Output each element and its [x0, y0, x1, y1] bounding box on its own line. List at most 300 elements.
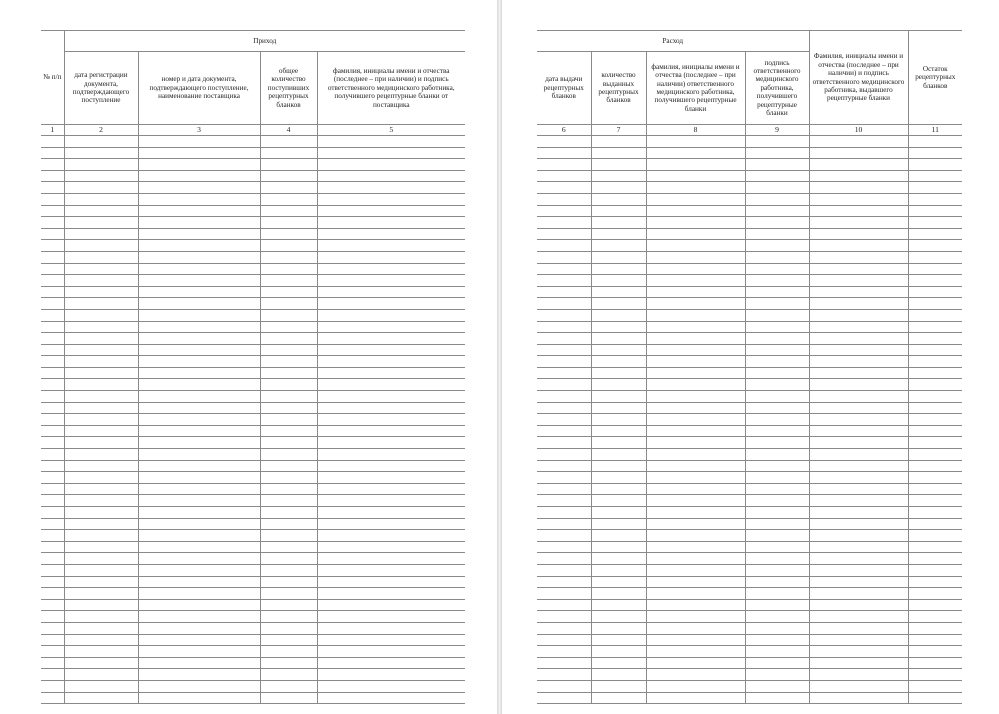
table-cell[interactable] [317, 437, 465, 449]
table-cell[interactable] [908, 205, 962, 217]
table-cell[interactable] [908, 391, 962, 403]
table-cell[interactable] [591, 449, 646, 461]
table-cell[interactable] [537, 437, 591, 449]
table-cell[interactable] [809, 692, 908, 704]
table-cell[interactable] [537, 449, 591, 461]
table-cell[interactable] [809, 182, 908, 194]
table-cell[interactable] [537, 402, 591, 414]
table-cell[interactable] [317, 599, 465, 611]
table-cell[interactable] [809, 170, 908, 182]
table-cell[interactable] [537, 251, 591, 263]
table-cell[interactable] [317, 472, 465, 484]
table-cell[interactable] [317, 379, 465, 391]
table-cell[interactable] [64, 333, 138, 345]
table-cell[interactable] [537, 483, 591, 495]
table-cell[interactable] [745, 217, 809, 229]
table-cell[interactable] [41, 228, 64, 240]
table-cell[interactable] [591, 391, 646, 403]
table-cell[interactable] [138, 321, 260, 333]
table-cell[interactable] [646, 669, 745, 681]
table-cell[interactable] [64, 391, 138, 403]
table-cell[interactable] [646, 286, 745, 298]
table-cell[interactable] [591, 622, 646, 634]
table-cell[interactable] [809, 437, 908, 449]
table-cell[interactable] [646, 518, 745, 530]
table-cell[interactable] [745, 518, 809, 530]
table-cell[interactable] [537, 541, 591, 553]
table-cell[interactable] [41, 344, 64, 356]
table-cell[interactable] [591, 564, 646, 576]
table-cell[interactable] [317, 692, 465, 704]
table-cell[interactable] [809, 449, 908, 461]
table-cell[interactable] [138, 541, 260, 553]
table-cell[interactable] [41, 333, 64, 345]
table-cell[interactable] [646, 309, 745, 321]
table-cell[interactable] [908, 228, 962, 240]
table-cell[interactable] [591, 472, 646, 484]
table-cell[interactable] [260, 379, 317, 391]
table-cell[interactable] [745, 495, 809, 507]
table-cell[interactable] [138, 588, 260, 600]
table-cell[interactable] [41, 576, 64, 588]
table-cell[interactable] [809, 530, 908, 542]
table-cell[interactable] [260, 692, 317, 704]
table-cell[interactable] [908, 530, 962, 542]
table-cell[interactable] [41, 483, 64, 495]
table-cell[interactable] [809, 622, 908, 634]
table-cell[interactable] [646, 460, 745, 472]
table-cell[interactable] [745, 356, 809, 368]
table-cell[interactable] [260, 275, 317, 287]
table-cell[interactable] [64, 298, 138, 310]
table-cell[interactable] [138, 634, 260, 646]
table-cell[interactable] [646, 275, 745, 287]
table-cell[interactable] [809, 136, 908, 148]
table-cell[interactable] [908, 286, 962, 298]
table-cell[interactable] [41, 657, 64, 669]
table-cell[interactable] [260, 298, 317, 310]
table-cell[interactable] [317, 251, 465, 263]
table-cell[interactable] [317, 217, 465, 229]
table-cell[interactable] [908, 646, 962, 658]
table-cell[interactable] [591, 680, 646, 692]
table-cell[interactable] [537, 240, 591, 252]
table-cell[interactable] [41, 541, 64, 553]
table-cell[interactable] [41, 193, 64, 205]
table-cell[interactable] [908, 495, 962, 507]
table-cell[interactable] [64, 472, 138, 484]
table-cell[interactable] [537, 576, 591, 588]
table-cell[interactable] [260, 518, 317, 530]
table-cell[interactable] [260, 622, 317, 634]
table-cell[interactable] [809, 367, 908, 379]
table-cell[interactable] [591, 275, 646, 287]
table-cell[interactable] [646, 646, 745, 658]
table-cell[interactable] [908, 298, 962, 310]
table-cell[interactable] [41, 588, 64, 600]
table-cell[interactable] [809, 263, 908, 275]
table-cell[interactable] [745, 228, 809, 240]
table-cell[interactable] [646, 193, 745, 205]
table-cell[interactable] [138, 240, 260, 252]
table-cell[interactable] [591, 228, 646, 240]
table-cell[interactable] [260, 472, 317, 484]
table-cell[interactable] [591, 321, 646, 333]
table-cell[interactable] [809, 205, 908, 217]
table-cell[interactable] [745, 321, 809, 333]
table-cell[interactable] [809, 147, 908, 159]
table-cell[interactable] [317, 263, 465, 275]
table-cell[interactable] [260, 356, 317, 368]
table-cell[interactable] [908, 367, 962, 379]
table-cell[interactable] [908, 425, 962, 437]
table-cell[interactable] [908, 576, 962, 588]
table-cell[interactable] [646, 622, 745, 634]
table-cell[interactable] [64, 367, 138, 379]
table-cell[interactable] [64, 205, 138, 217]
table-cell[interactable] [41, 159, 64, 171]
table-cell[interactable] [317, 460, 465, 472]
table-cell[interactable] [745, 576, 809, 588]
table-cell[interactable] [745, 275, 809, 287]
table-cell[interactable] [260, 449, 317, 461]
table-cell[interactable] [646, 541, 745, 553]
table-cell[interactable] [537, 530, 591, 542]
table-cell[interactable] [41, 367, 64, 379]
table-cell[interactable] [908, 588, 962, 600]
table-cell[interactable] [41, 669, 64, 681]
table-cell[interactable] [809, 414, 908, 426]
table-cell[interactable] [745, 193, 809, 205]
table-cell[interactable] [64, 228, 138, 240]
table-cell[interactable] [41, 622, 64, 634]
table-cell[interactable] [260, 425, 317, 437]
table-cell[interactable] [138, 344, 260, 356]
table-cell[interactable] [908, 518, 962, 530]
table-cell[interactable] [537, 263, 591, 275]
table-cell[interactable] [138, 437, 260, 449]
table-cell[interactable] [64, 518, 138, 530]
table-cell[interactable] [537, 425, 591, 437]
table-cell[interactable] [260, 634, 317, 646]
table-cell[interactable] [745, 240, 809, 252]
table-cell[interactable] [908, 356, 962, 368]
table-cell[interactable] [908, 263, 962, 275]
table-cell[interactable] [64, 309, 138, 321]
table-cell[interactable] [809, 588, 908, 600]
table-cell[interactable] [908, 217, 962, 229]
table-cell[interactable] [646, 344, 745, 356]
table-cell[interactable] [41, 437, 64, 449]
table-cell[interactable] [591, 356, 646, 368]
table-cell[interactable] [64, 356, 138, 368]
table-cell[interactable] [809, 251, 908, 263]
table-cell[interactable] [537, 309, 591, 321]
table-cell[interactable] [591, 541, 646, 553]
table-cell[interactable] [317, 553, 465, 565]
table-cell[interactable] [260, 437, 317, 449]
table-cell[interactable] [260, 588, 317, 600]
table-cell[interactable] [591, 657, 646, 669]
table-cell[interactable] [809, 599, 908, 611]
table-cell[interactable] [537, 228, 591, 240]
table-cell[interactable] [41, 379, 64, 391]
table-cell[interactable] [908, 611, 962, 623]
table-cell[interactable] [138, 564, 260, 576]
table-cell[interactable] [138, 402, 260, 414]
table-cell[interactable] [908, 483, 962, 495]
table-cell[interactable] [745, 298, 809, 310]
table-cell[interactable] [591, 159, 646, 171]
table-cell[interactable] [537, 275, 591, 287]
table-cell[interactable] [317, 669, 465, 681]
table-cell[interactable] [64, 414, 138, 426]
table-cell[interactable] [41, 391, 64, 403]
table-cell[interactable] [317, 414, 465, 426]
table-cell[interactable] [809, 402, 908, 414]
table-cell[interactable] [908, 507, 962, 519]
table-cell[interactable] [64, 657, 138, 669]
table-cell[interactable] [317, 286, 465, 298]
table-cell[interactable] [908, 136, 962, 148]
table-cell[interactable] [908, 657, 962, 669]
table-cell[interactable] [537, 460, 591, 472]
table-cell[interactable] [260, 576, 317, 588]
table-cell[interactable] [809, 541, 908, 553]
table-cell[interactable] [908, 251, 962, 263]
table-cell[interactable] [537, 692, 591, 704]
table-cell[interactable] [537, 367, 591, 379]
table-cell[interactable] [537, 193, 591, 205]
table-cell[interactable] [64, 425, 138, 437]
table-cell[interactable] [317, 541, 465, 553]
table-cell[interactable] [64, 553, 138, 565]
table-cell[interactable] [41, 298, 64, 310]
table-cell[interactable] [908, 321, 962, 333]
table-cell[interactable] [591, 147, 646, 159]
table-cell[interactable] [809, 379, 908, 391]
table-cell[interactable] [537, 611, 591, 623]
table-cell[interactable] [41, 263, 64, 275]
table-cell[interactable] [41, 692, 64, 704]
table-cell[interactable] [317, 507, 465, 519]
table-cell[interactable] [260, 170, 317, 182]
table-cell[interactable] [908, 344, 962, 356]
table-cell[interactable] [646, 599, 745, 611]
table-cell[interactable] [646, 251, 745, 263]
table-cell[interactable] [745, 379, 809, 391]
table-cell[interactable] [537, 495, 591, 507]
table-cell[interactable] [591, 309, 646, 321]
table-cell[interactable] [260, 136, 317, 148]
table-cell[interactable] [537, 646, 591, 658]
table-cell[interactable] [745, 391, 809, 403]
table-cell[interactable] [260, 495, 317, 507]
table-cell[interactable] [64, 286, 138, 298]
table-cell[interactable] [591, 251, 646, 263]
table-cell[interactable] [809, 391, 908, 403]
table-cell[interactable] [591, 367, 646, 379]
table-cell[interactable] [64, 460, 138, 472]
table-cell[interactable] [64, 588, 138, 600]
table-cell[interactable] [317, 646, 465, 658]
table-cell[interactable] [745, 437, 809, 449]
table-cell[interactable] [537, 564, 591, 576]
table-cell[interactable] [745, 692, 809, 704]
table-cell[interactable] [646, 182, 745, 194]
table-cell[interactable] [908, 402, 962, 414]
table-cell[interactable] [591, 460, 646, 472]
table-cell[interactable] [591, 344, 646, 356]
table-cell[interactable] [809, 680, 908, 692]
table-cell[interactable] [537, 159, 591, 171]
table-cell[interactable] [537, 333, 591, 345]
table-cell[interactable] [809, 564, 908, 576]
table-cell[interactable] [646, 680, 745, 692]
table-cell[interactable] [317, 356, 465, 368]
table-cell[interactable] [537, 321, 591, 333]
table-cell[interactable] [646, 692, 745, 704]
table-cell[interactable] [745, 182, 809, 194]
table-cell[interactable] [908, 692, 962, 704]
table-cell[interactable] [260, 309, 317, 321]
table-cell[interactable] [537, 507, 591, 519]
table-cell[interactable] [537, 136, 591, 148]
table-cell[interactable] [138, 356, 260, 368]
table-cell[interactable] [260, 599, 317, 611]
table-cell[interactable] [317, 182, 465, 194]
table-cell[interactable] [745, 553, 809, 565]
table-cell[interactable] [591, 634, 646, 646]
table-cell[interactable] [537, 599, 591, 611]
table-cell[interactable] [809, 298, 908, 310]
table-cell[interactable] [646, 356, 745, 368]
table-cell[interactable] [260, 367, 317, 379]
table-cell[interactable] [138, 391, 260, 403]
table-cell[interactable] [41, 240, 64, 252]
table-cell[interactable] [138, 692, 260, 704]
table-cell[interactable] [64, 507, 138, 519]
table-cell[interactable] [317, 170, 465, 182]
table-cell[interactable] [591, 507, 646, 519]
table-cell[interactable] [591, 217, 646, 229]
table-cell[interactable] [646, 530, 745, 542]
table-cell[interactable] [260, 414, 317, 426]
table-cell[interactable] [260, 657, 317, 669]
table-cell[interactable] [317, 391, 465, 403]
table-cell[interactable] [591, 193, 646, 205]
table-cell[interactable] [591, 692, 646, 704]
table-cell[interactable] [908, 634, 962, 646]
table-cell[interactable] [646, 170, 745, 182]
table-cell[interactable] [809, 657, 908, 669]
table-cell[interactable] [317, 205, 465, 217]
table-cell[interactable] [908, 553, 962, 565]
table-cell[interactable] [646, 228, 745, 240]
table-cell[interactable] [260, 507, 317, 519]
table-cell[interactable] [745, 251, 809, 263]
table-cell[interactable] [138, 205, 260, 217]
table-cell[interactable] [260, 611, 317, 623]
table-cell[interactable] [41, 495, 64, 507]
table-cell[interactable] [809, 495, 908, 507]
table-cell[interactable] [317, 228, 465, 240]
table-cell[interactable] [745, 136, 809, 148]
table-cell[interactable] [317, 518, 465, 530]
table-cell[interactable] [591, 669, 646, 681]
table-cell[interactable] [41, 472, 64, 484]
table-cell[interactable] [591, 205, 646, 217]
table-cell[interactable] [64, 402, 138, 414]
table-cell[interactable] [64, 217, 138, 229]
table-cell[interactable] [138, 530, 260, 542]
table-cell[interactable] [41, 680, 64, 692]
table-cell[interactable] [138, 576, 260, 588]
table-cell[interactable] [745, 507, 809, 519]
table-cell[interactable] [591, 286, 646, 298]
table-cell[interactable] [138, 228, 260, 240]
table-cell[interactable] [646, 449, 745, 461]
table-cell[interactable] [260, 344, 317, 356]
table-cell[interactable] [646, 437, 745, 449]
table-cell[interactable] [317, 402, 465, 414]
table-cell[interactable] [745, 344, 809, 356]
table-cell[interactable] [317, 147, 465, 159]
table-cell[interactable] [908, 622, 962, 634]
table-cell[interactable] [745, 425, 809, 437]
table-cell[interactable] [317, 495, 465, 507]
table-cell[interactable] [41, 646, 64, 658]
table-cell[interactable] [809, 344, 908, 356]
table-cell[interactable] [591, 495, 646, 507]
table-cell[interactable] [646, 588, 745, 600]
table-cell[interactable] [260, 263, 317, 275]
table-cell[interactable] [646, 507, 745, 519]
table-cell[interactable] [646, 391, 745, 403]
table-cell[interactable] [138, 657, 260, 669]
table-cell[interactable] [591, 136, 646, 148]
table-cell[interactable] [64, 136, 138, 148]
table-cell[interactable] [537, 680, 591, 692]
table-cell[interactable] [908, 460, 962, 472]
table-cell[interactable] [591, 483, 646, 495]
table-cell[interactable] [64, 669, 138, 681]
table-cell[interactable] [138, 622, 260, 634]
table-cell[interactable] [745, 646, 809, 658]
table-cell[interactable] [64, 240, 138, 252]
table-cell[interactable] [260, 669, 317, 681]
table-cell[interactable] [809, 518, 908, 530]
table-cell[interactable] [646, 379, 745, 391]
table-cell[interactable] [591, 425, 646, 437]
table-cell[interactable] [41, 530, 64, 542]
table-cell[interactable] [745, 634, 809, 646]
table-cell[interactable] [809, 611, 908, 623]
table-cell[interactable] [908, 309, 962, 321]
table-cell[interactable] [537, 205, 591, 217]
table-cell[interactable] [317, 159, 465, 171]
table-cell[interactable] [591, 646, 646, 658]
table-cell[interactable] [260, 553, 317, 565]
table-cell[interactable] [809, 472, 908, 484]
table-cell[interactable] [809, 669, 908, 681]
table-cell[interactable] [138, 367, 260, 379]
table-cell[interactable] [317, 367, 465, 379]
table-cell[interactable] [809, 193, 908, 205]
table-cell[interactable] [138, 147, 260, 159]
table-cell[interactable] [64, 449, 138, 461]
table-cell[interactable] [591, 298, 646, 310]
